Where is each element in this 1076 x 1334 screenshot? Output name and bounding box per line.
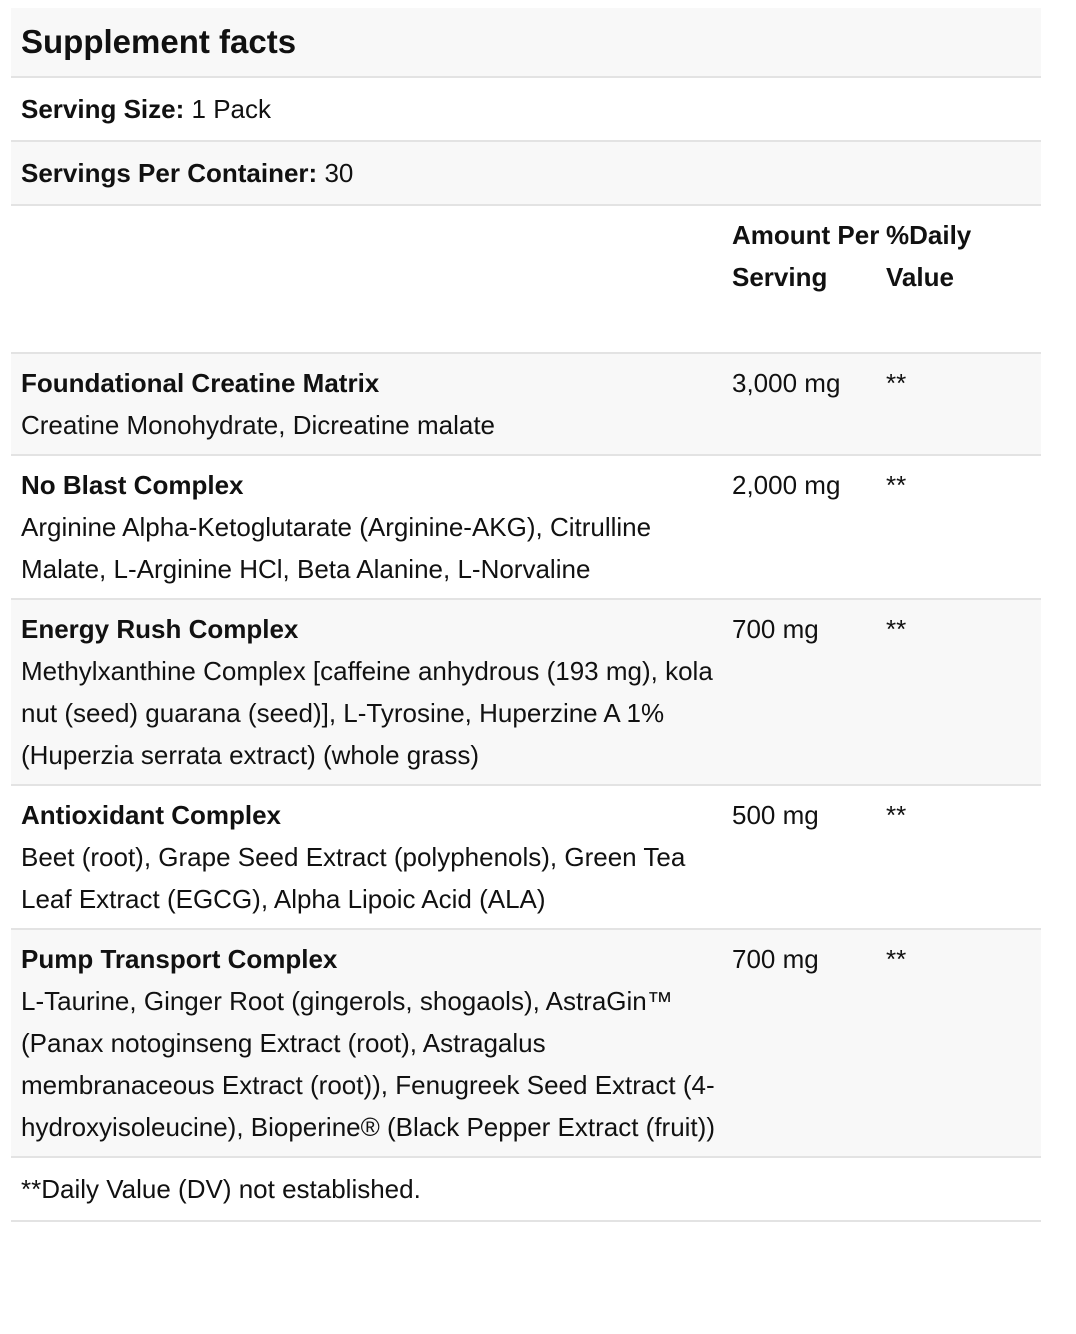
- ingredient-daily-value: **: [886, 614, 907, 644]
- ingredient-description: Methylxanthine Complex [caffeine anhydrous (193 mg), kola nut (seed) guarana (seed)], L-Tyrosine, Huperzine A 1% (Huperzia serrata extract) (whole grass): [21, 656, 713, 770]
- serving-size-value: 1 Pack: [191, 94, 272, 124]
- footnote-row: [11, 1158, 1041, 1222]
- serving-size-label: Serving Size:: [21, 94, 185, 124]
- ingredient-row: [11, 456, 1041, 600]
- ingredient-daily-value: **: [886, 944, 907, 974]
- ingredient-amount: 700 mg: [732, 614, 819, 644]
- ingredient-description: Creatine Monohydrate, Dicreatine malate: [21, 410, 496, 440]
- serving-size-row: [11, 78, 1041, 142]
- ingredient-amount: 3,000 mg: [732, 368, 841, 398]
- ingredient-amount: 2,000 mg: [732, 470, 841, 500]
- ingredient-cell: [11, 794, 732, 920]
- ingredient-description: Arginine Alpha-Ketoglutarate (Arginine-AKG), Citrulline Malate, L-Arginine HCl, Beta Alanine, L-Norvaline: [21, 512, 652, 584]
- amount-header: Amount Per Serving: [732, 220, 880, 292]
- column-header-row: [11, 206, 1041, 354]
- title-row: [11, 8, 1041, 78]
- ingredient-name: Foundational Creatine Matrix: [21, 368, 380, 398]
- ingredient-row: [11, 600, 1041, 786]
- ingredient-description: Beet (root), Grape Seed Extract (polyphenols), Green Tea Leaf Extract (EGCG), Alpha Lipoic Acid (ALA): [21, 842, 686, 914]
- ingredient-name: No Blast Complex: [21, 470, 244, 500]
- ingredient-name: Antioxidant Complex: [21, 800, 282, 830]
- ingredient-header-cell: [11, 214, 732, 352]
- ingredient-daily-value: **: [886, 800, 907, 830]
- ingredient-cell: [11, 608, 732, 776]
- ingredient-name: Energy Rush Complex: [21, 614, 299, 644]
- ingredient-name: Pump Transport Complex: [21, 944, 338, 974]
- daily-value-header: %Daily Value: [886, 220, 972, 292]
- ingredient-row: [11, 786, 1041, 930]
- ingredient-cell: [11, 938, 732, 1148]
- ingredient-description: L-Taurine, Ginger Root (gingerols, shogaols), AstraGin™ (Panax notoginseng Extract (root), Astragalus membranaceous Extract (root)), Fenugreek Seed Extract (4-hydroxyisoleucine), Bioperine® (Black Pepper Extract (fruit)): [21, 986, 715, 1142]
- ingredient-row: [11, 930, 1041, 1158]
- servings-per-container-label: Servings Per Container:: [21, 158, 318, 188]
- servings-per-container-value: 30: [324, 158, 354, 188]
- supplement-facts-table: [11, 8, 1041, 1222]
- ingredient-row: [11, 354, 1041, 456]
- ingredient-cell: [11, 362, 732, 446]
- footnote: **Daily Value (DV) not established.: [21, 1174, 421, 1204]
- ingredient-cell: [11, 464, 732, 590]
- servings-per-container-row: [11, 142, 1041, 206]
- ingredient-daily-value: **: [886, 368, 907, 398]
- ingredient-amount: 500 mg: [732, 800, 819, 830]
- ingredient-amount: 700 mg: [732, 944, 819, 974]
- ingredient-daily-value: **: [886, 470, 907, 500]
- page-title: Supplement facts: [21, 23, 297, 60]
